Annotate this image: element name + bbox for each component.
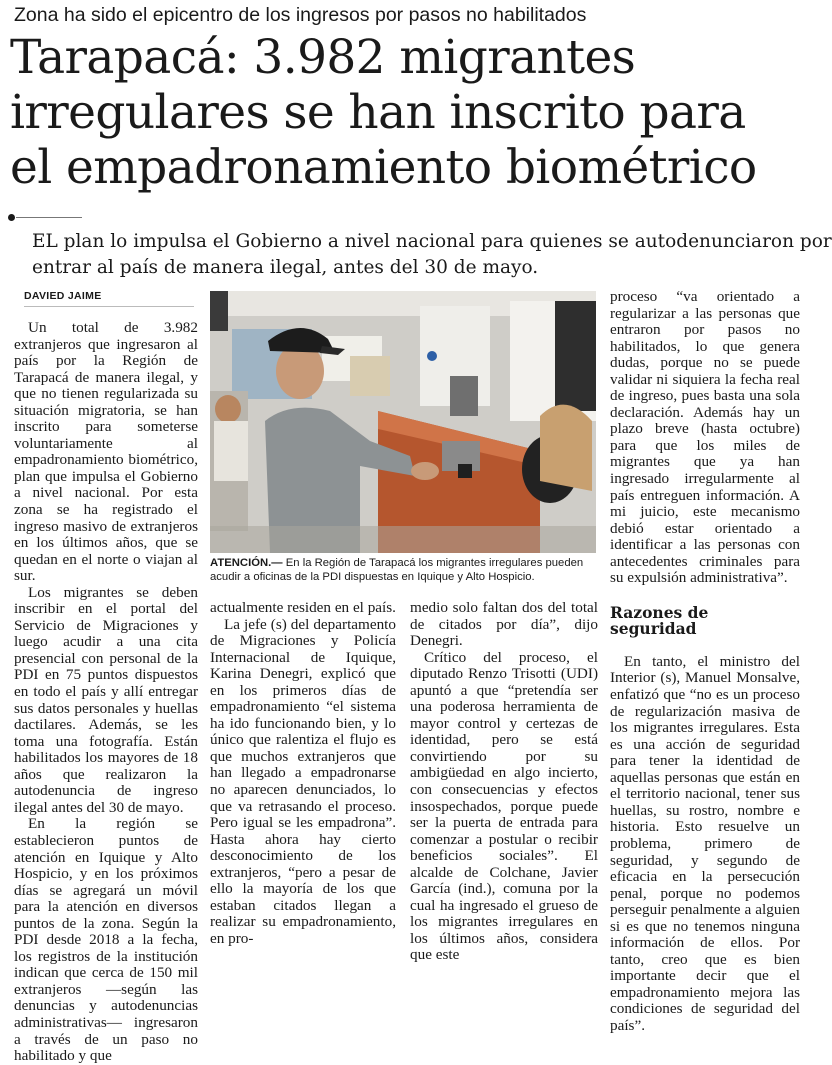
paragraph: proceso “va orientado a regularizar a las personas que entraron por pasos no habilitados, lo que genera dudas, porque no se puede validar ni siquiera la fecha real de ingreso, pues basta una sola declaración. Además hay un plazo breve (hasta octubre) para que los miles de migrantes que ya han ingresado irregularmente al país entreguen información. A mi juicio, este mecanismo debió estar orientado a identificar a las personas con antecedentes criminales para su expulsión administrativa”. [610,288,800,587]
photo-illustration [210,291,596,553]
paragraph: Los migrantes se deben inscribir en el portal del Servicio de Migraciones y luego acudir a una cita presencial con personal de la PDI en 75 puntos dispuestos en todo el país y allí entregar sus datos personales y huellas dactilares. Además, se les toma una fotografía. Están habilitados los mayores de 18 años que realizaron la autodenuncia de ingreso ilegal antes del 30 de mayo. [14,583,198,816]
lede [32,229,832,281]
article-column-1 [14,320,198,1065]
section-subhead: Razones de seguridad [610,602,709,639]
article-column-4 [610,289,800,1035]
kicker: Zona ha sido el epicentro de los ingresos por pasos no habilitados [14,4,587,26]
paragraph: Un total de 3.982 extranjeros que ingresaron al país por la Región de Tarapacá de manera ilegal, y que no tienen regularizada su situación migratoria, se han inscrito para someterse voluntariamente al empadronamiento biométrico, plan que impulsa el Gobierno a nivel nacional. Por esta zona se ha registrado el ingreso masivo de extranjeros en los últimos años, que se quedan en el norte o viajan al sur. [14,319,198,585]
byline: DAVIED JAIME [24,290,102,302]
photo-caption [210,556,598,584]
lede-line-2: entrar al país de manera ilegal, antes del 30 de mayo. [32,257,539,278]
paragraph: medio solo faltan dos del total de citados por día”, dijo Denegri. [410,599,598,650]
headline-line-2: irregulares se han inscrito para [10,85,746,140]
photo-credit: PDI [800,824,807,836]
article-column-3 [410,600,598,964]
lede-line-1: EL plan lo impulsa el Gobierno a nivel nacional para quienes se autodenunciaron por [32,231,832,252]
paragraph: La jefe (s) del departamento de Migraciones y Policía Internacional de Iquique, Karina Denegri, explicó que en los primeros días de empadronamiento “el sistema ha ido funcionando bien, y lo único que ralentiza el flujo es que muchos extranjeros que han llegado a empadronarse no aparecen denunciados, lo que va retrasando el proceso. Pero igual se les empadrona”. Hasta ahora hay cierto desconocimiento de los extranjeros, “pero a pesar de ello la mayoría de los que estaban citados llegan a realizar su empadronamiento, en pro- [210,615,396,947]
headline-line-3: el empadronamiento biométrico [10,140,757,195]
headline [10,30,800,195]
byline-rule [24,306,194,307]
paragraph: En la región se establecieron puntos de atención en Iquique y Alto Hospicio, y en los próximos días se agregará un móvil para la atención en diversos puntos de la zona. Según la PDI desde 2018 a la fecha, los registros de la institución indican que cerca de 150 mil extranjeros —según las denuncias y autodenuncias administrativas— ingresaron a través de un paso no habilitado y que [14,815,198,1065]
paragraph: Crítico del proceso, el diputado Renzo Trisotti (UDI) apuntó a que “pretendía ser una poderosa herramienta de mayor control y certezas de identidad, pero se está convirtiendo por su ambigüedad en algo incierto, con consecuencias y efectos insospechados, porque puede ser la puerta de entrada para comenzar a postular o recibir beneficios sociales”. El alcalde de Colchane, Javier García (ind.), comuna por la cual ha ingresado el grueso de los migrantes irregulares en los últimos años, considera que este [410,648,598,964]
headline-line-1: Tarapacá: 3.982 migrantes [10,30,636,85]
paragraph: actualmente residen en el país. [210,599,396,616]
article-column-2 [210,600,396,947]
caption-lead: ATENCIÓN.— [210,557,283,569]
decorative-dot [8,214,15,221]
paragraph: En tanto, el ministro del Interior (s), Manuel Monsalve, enfatizó que “no es un proceso de regularización masiva de los migrantes irregulares. Esta es una acción de seguridad para tener la identidad de aquellas personas que están en el territorio nacional, tener sus huellas, su rostro, nombre e historia. Esto resuelve un problema, primero de seguridad, y segundo de eficacia en la persecución penal, porque no podemos perseguir penalmente a alguien si es que no tenemos ninguna información de ellos. Por tanto, creo que es bien importante decir que el empadronamiento mejora las condiciones de seguridad del país”. [610,652,800,1034]
decorative-rule [16,217,82,218]
caption-text: En la Región de Tarapacá los migrantes irregulares pueden acudir a oficinas de la PDI dispuestas en Iquique y Alto Hospicio. [210,557,584,583]
